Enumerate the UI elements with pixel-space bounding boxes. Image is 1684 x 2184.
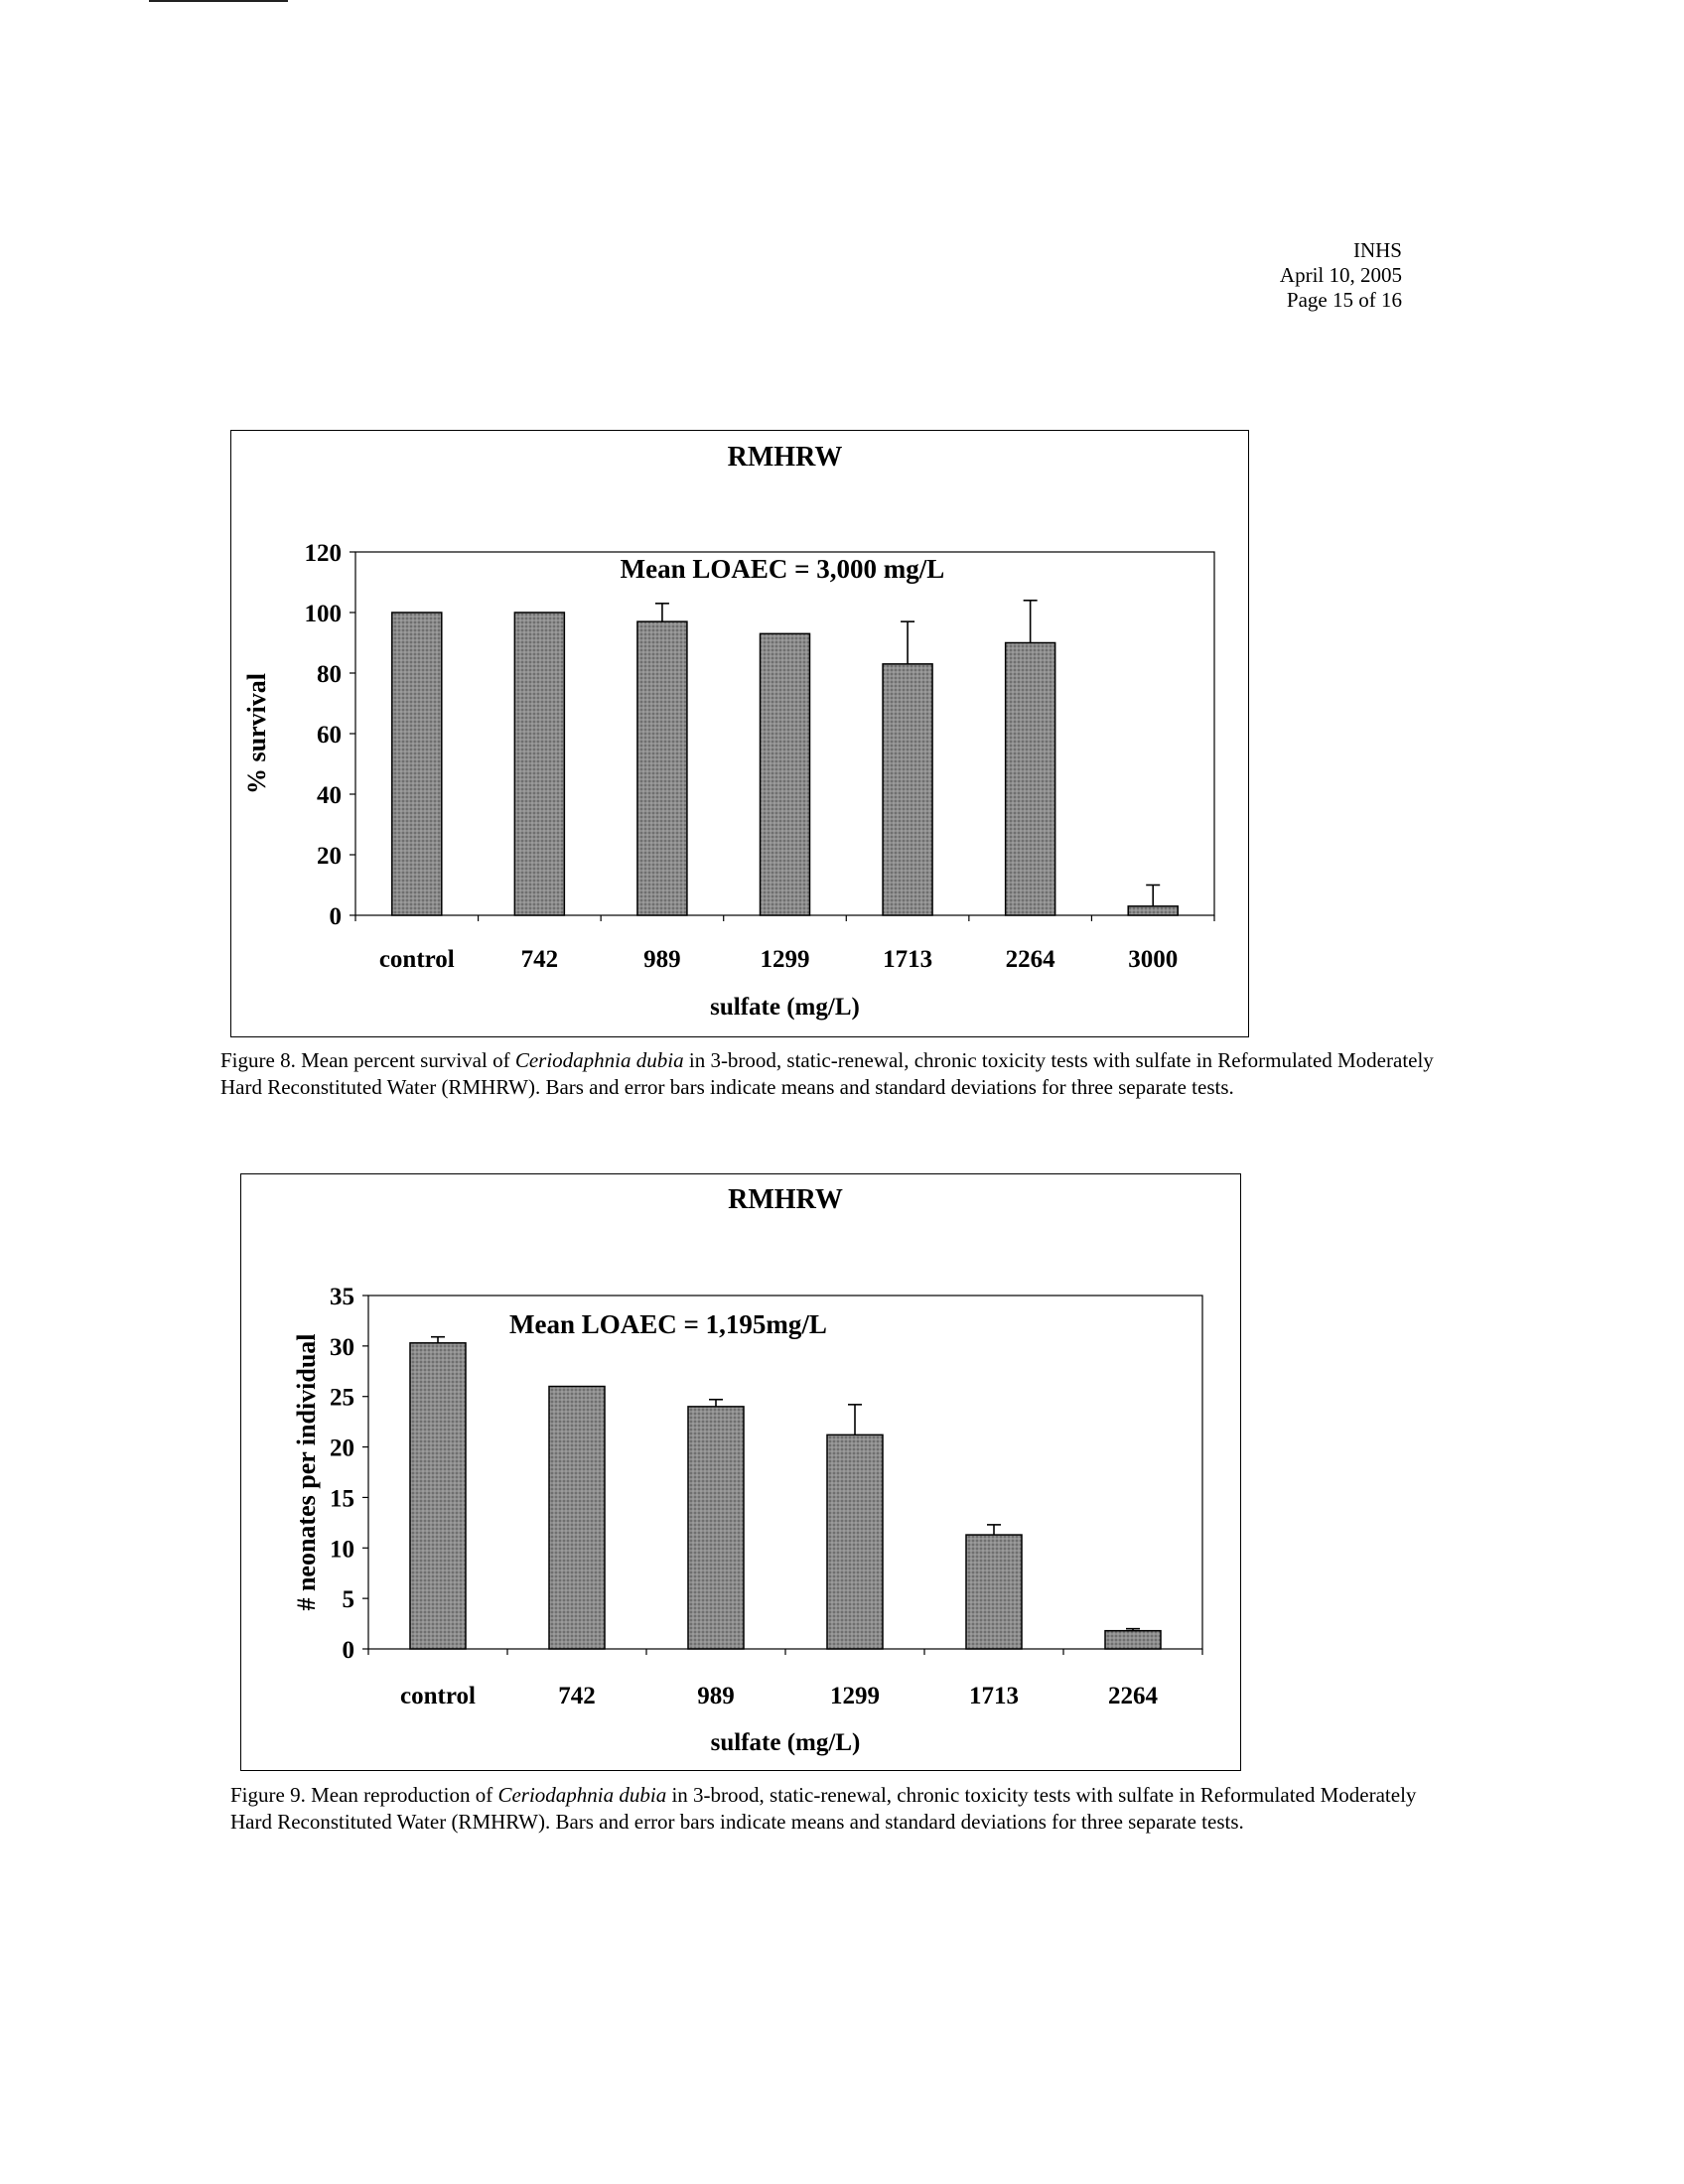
fig1-y-tick-label: 0 <box>329 903 342 930</box>
fig2-annotation: Mean LOAEC = 1,195mg/L <box>509 1309 827 1339</box>
fig2-bar <box>966 1535 1022 1649</box>
fig1-annotation: Mean LOAEC = 3,000 mg/L <box>620 554 945 584</box>
fig2-bar <box>410 1343 466 1649</box>
fig1-category-label: 2264 <box>1005 946 1055 973</box>
fig1-y-tick-label: 60 <box>317 722 342 749</box>
fig1-bar <box>637 621 687 915</box>
fig1-bar <box>392 613 442 915</box>
fig1-category-label: 1713 <box>883 946 933 973</box>
fig2-category-label: 989 <box>697 1683 735 1709</box>
top-rule <box>149 0 288 2</box>
figure-8-caption <box>220 1047 1442 1101</box>
figure-9-caption-species: Ceriodaphnia dubia <box>497 1783 667 1807</box>
fig1-chart-title: RMHRW <box>727 442 843 473</box>
fig1-y-tick-label: 20 <box>317 843 342 870</box>
page-header <box>1280 238 1402 313</box>
fig1-category-label: 1299 <box>760 946 810 973</box>
fig2-y-tick-label: 10 <box>330 1536 354 1564</box>
fig1-bar <box>761 633 810 915</box>
fig2-y-tick-label: 15 <box>330 1485 354 1513</box>
figure-8-caption-prefix: Figure 8. Mean percent survival of <box>220 1048 515 1072</box>
fig1-bar <box>514 613 564 915</box>
fig1-category-label: 742 <box>520 946 559 973</box>
fig1-y-tick-label: 80 <box>317 661 342 688</box>
fig1-category-label: 3000 <box>1128 946 1179 973</box>
fig2-bar <box>549 1387 605 1649</box>
header-date: April 10, 2005 <box>1279 263 1402 287</box>
fig1-bar <box>1006 643 1055 916</box>
fig2-y-tick-label: 35 <box>330 1284 354 1310</box>
header-org: INHS <box>1352 238 1402 262</box>
fig2-chart-title: RMHRW <box>728 1184 843 1215</box>
fig1-x-axis-label: sulfate (mg/L) <box>710 994 860 1021</box>
figure-8-caption-species: Ceriodaphnia dubia <box>514 1048 684 1072</box>
fig2-y-tick-label: 5 <box>342 1586 354 1614</box>
fig1-y-tick-label: 40 <box>317 782 342 809</box>
fig2-y-tick-label: 0 <box>342 1637 354 1664</box>
figure-9-caption-prefix: Figure 9. Mean reproduction of <box>230 1783 498 1807</box>
figure-9-svg <box>241 1174 1240 1770</box>
fig2-y-tick-label: 30 <box>330 1333 354 1361</box>
fig2-category-label: 1299 <box>830 1683 880 1709</box>
figure-8-caption-suffix: in 3-brood, static-renewal, chronic toxicity tests with sulfate in Reformulated Moderately Hard Reconstituted Water (RMHRW). Bars and error bars indicate means and standard deviations for three separate tests. <box>220 1048 1434 1099</box>
fig2-plot-frame <box>368 1296 1202 1649</box>
fig1-bar <box>1128 906 1178 915</box>
fig2-category-label: 742 <box>558 1683 596 1709</box>
fig1-y-tick-label: 120 <box>304 540 342 567</box>
fig2-bar <box>1105 1631 1161 1649</box>
fig2-bar <box>688 1407 744 1649</box>
fig2-y-tick-label: 25 <box>330 1384 354 1412</box>
fig1-y-axis-label: % survival <box>242 672 271 795</box>
figure-9-caption <box>230 1782 1442 1836</box>
fig2-category-label: control <box>400 1683 476 1709</box>
fig1-category-label: control <box>378 946 455 973</box>
fig1-category-label: 989 <box>643 946 681 973</box>
fig1-y-tick-label: 100 <box>304 601 342 627</box>
fig2-x-axis-label: sulfate (mg/L) <box>710 1729 861 1756</box>
figure-9-caption-suffix: in 3-brood, static-renewal, chronic toxicity tests with sulfate in Reformulated Moderately Hard Reconstituted Water (RMHRW). Bars and error bars indicate means and standard deviations for three separate tests. <box>230 1783 1417 1834</box>
figure-8-svg <box>231 431 1248 1036</box>
fig2-category-label: 1713 <box>969 1683 1019 1709</box>
fig1-bar <box>883 664 932 915</box>
fig2-category-label: 2264 <box>1108 1683 1158 1709</box>
figure-9-chart <box>240 1173 1241 1771</box>
header-page: Page 15 of 16 <box>1286 288 1402 312</box>
figure-8-chart <box>230 430 1249 1037</box>
fig2-bar <box>827 1434 883 1649</box>
fig2-y-axis-label: # neonates per individual <box>292 1333 321 1611</box>
fig2-y-tick-label: 20 <box>330 1434 354 1462</box>
